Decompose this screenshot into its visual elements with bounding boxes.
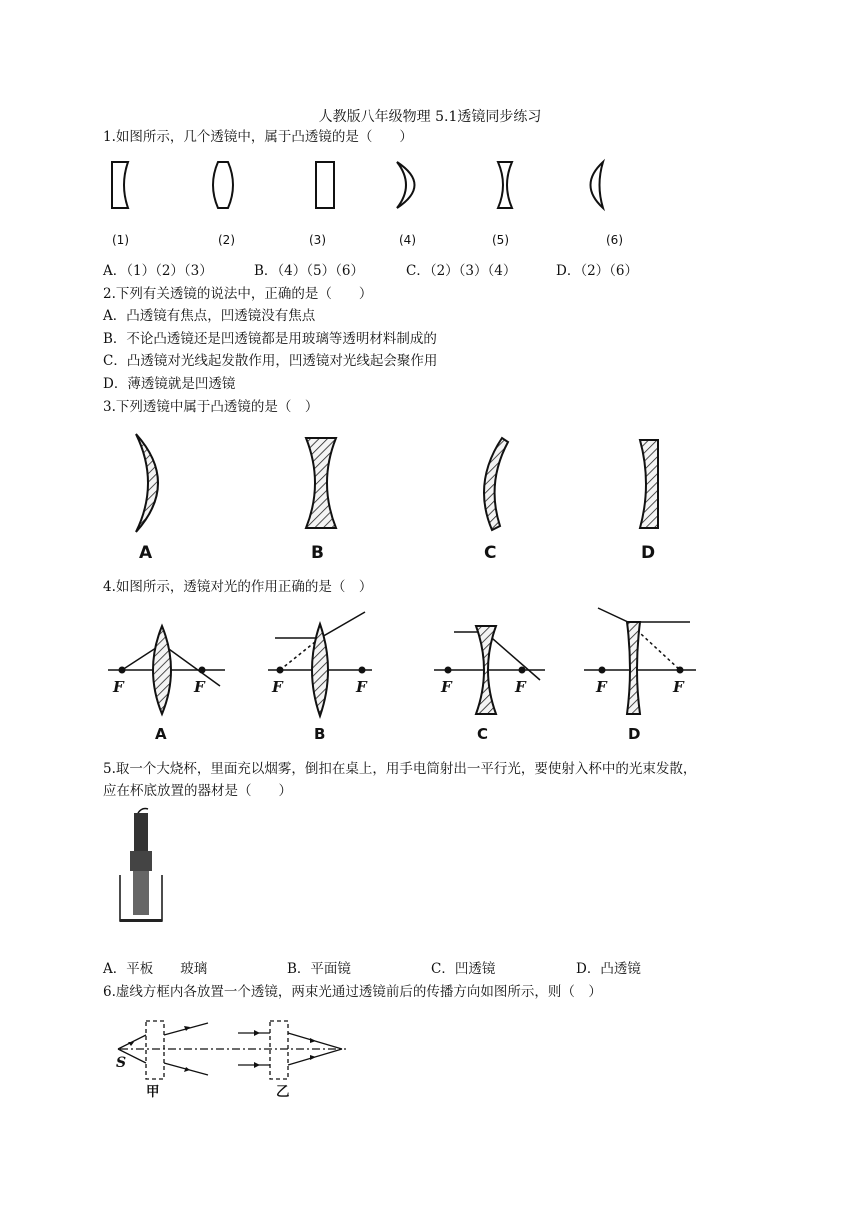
q1-lens-6 — [591, 162, 604, 208]
q5-option-b: B．平面镜 — [287, 961, 351, 977]
q1-lens-5 — [498, 162, 512, 208]
q1-lens-2 — [213, 162, 233, 208]
q4-d-focus-right: F — [673, 678, 684, 696]
question-2-stem: 2.下列有关透镜的说法中，正确的是（ ） — [103, 286, 373, 302]
q3-lens-c — [484, 438, 508, 530]
q1-option-c: C．（2）（3）（4） — [406, 263, 517, 279]
q4-b-focus-left: F — [272, 678, 283, 696]
q4-lens-a — [153, 626, 171, 714]
q6-label-jia: 甲 — [146, 1084, 160, 1100]
question-4-stem: 4.如图所示，透镜对光的作用正确的是（ ） — [103, 579, 373, 595]
q5-option-c: C．凹透镜 — [431, 961, 496, 977]
q1-label-5: (5) — [492, 233, 509, 247]
q1-label-6: (6) — [606, 233, 623, 247]
q4-c-focus-right: F — [515, 678, 526, 696]
q4-b-focus-right: F — [356, 678, 367, 696]
q4-lens-d — [627, 622, 640, 714]
q2-option-a: A．凸透镜有焦点，凹透镜没有焦点 — [103, 308, 316, 324]
q1-label-2: (2) — [218, 233, 235, 247]
q4-label-a: A — [155, 725, 167, 743]
flashlight-beaker-figure — [112, 805, 172, 927]
q1-label-1: (1) — [112, 233, 129, 247]
question-6-stem: 6.虚线方框内各放置一个透镜，两束光通过透镜前后的传播方向如图所示，则（ ） — [103, 984, 602, 1000]
q4-a-focus-right: F — [194, 678, 205, 696]
q1-label-3: (3) — [309, 233, 326, 247]
q1-lens-figure — [100, 150, 660, 220]
q2-option-c: C．凸透镜对光线起发散作用，凹透镜对光线起会聚作用 — [103, 353, 438, 369]
q1-lens-1 — [112, 162, 128, 208]
q4-a-focus-left: F — [113, 678, 124, 696]
q1-option-a: A．（1）（2）（3） — [103, 263, 213, 279]
q3-label-a: A — [139, 543, 153, 563]
question-5-stem-line1: 5.取一个大烧杯，里面充以烟雾，倒扣在桌上，用手电筒射出一平行光，要使射入杯中的光束发散， — [103, 761, 697, 777]
q4-ray-figure — [100, 600, 710, 725]
question-5-stem-line2: 应在杯底放置的器材是（ ） — [103, 783, 292, 799]
q4-c-focus-left: F — [441, 678, 452, 696]
q5-option-a: A．平板 玻璃 — [103, 961, 208, 977]
q1-lens-3 — [316, 162, 334, 208]
q3-lens-d — [640, 440, 658, 528]
q3-lens-b — [306, 438, 336, 528]
question-3-stem: 3.下列透镜中属于凸透镜的是（ ） — [103, 399, 319, 415]
q3-label-d: D — [641, 543, 656, 563]
q3-lens-a — [136, 434, 158, 532]
q1-lens-4 — [397, 162, 415, 208]
q4-label-c: C — [477, 725, 489, 743]
q2-option-d: D．薄透镜就是凹透镜 — [103, 376, 236, 392]
q3-lens-figure — [100, 428, 680, 538]
q4-d-focus-left: F — [596, 678, 607, 696]
q5-option-d: D．凸透镜 — [576, 961, 641, 977]
q3-label-b: B — [311, 543, 324, 563]
q1-option-d: D．（2）（6） — [556, 263, 639, 279]
q6-label-yi: 乙 — [276, 1084, 290, 1100]
page-title: 人教版八年级物理 5.1透镜同步练习 — [318, 109, 542, 125]
q3-label-c: C — [484, 543, 497, 563]
question-1-stem: 1.如图所示，几个透镜中，属于凸透镜的是（ ） — [103, 129, 413, 145]
q1-option-b: B．（4）（5）（6） — [254, 263, 364, 279]
q2-option-b: B．不论凸透镜还是凹透镜都是用玻璃等透明材料制成的 — [103, 331, 437, 347]
q4-label-d: D — [628, 725, 641, 743]
q4-label-b: B — [314, 725, 326, 743]
q1-label-4: (4) — [399, 233, 416, 247]
q6-source-label: S — [116, 1055, 127, 1071]
